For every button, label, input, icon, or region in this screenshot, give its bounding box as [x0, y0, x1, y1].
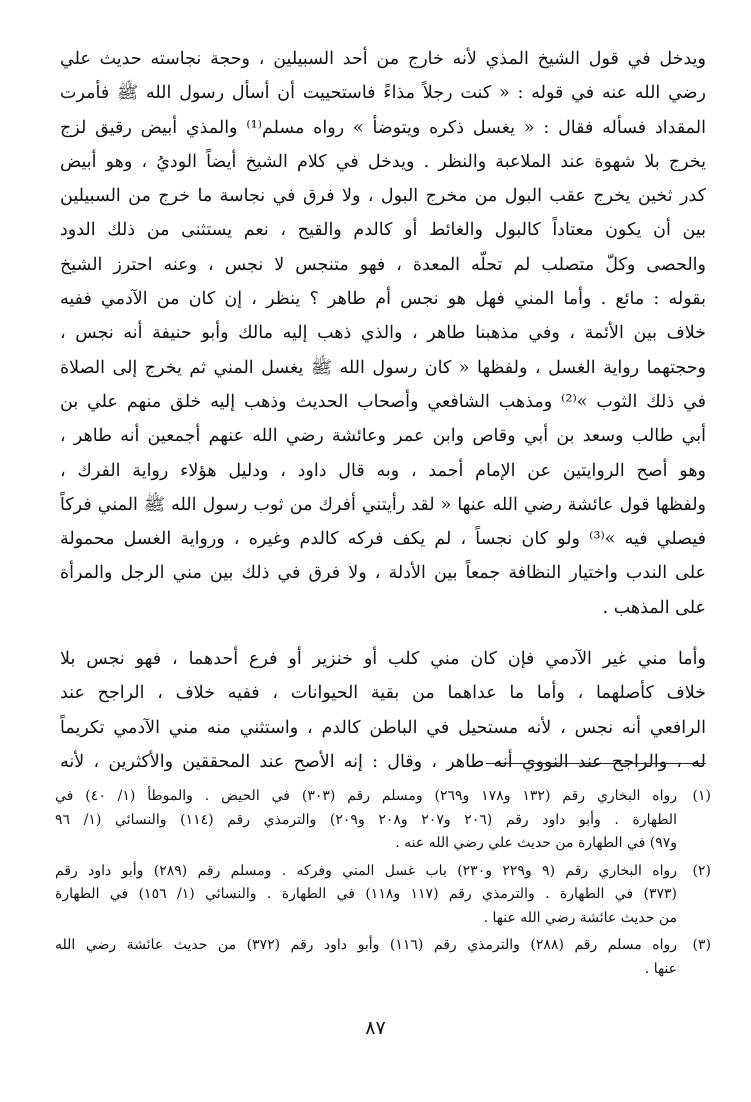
text-line: الرافعي أنه نجس ، لأنه مستحيل في الباطن كالدم ، واستثني منه مني الآدمي تكريماً: [60, 717, 706, 738]
footnote-text: [55, 785, 677, 856]
footnote-line: و٩٧) في الطهارة من حديث علي رضي الله عنه .: [395, 835, 677, 851]
text-line: وحجتهما رواية الغسل ، ولفظها « كان رسول الله ﷺ يغسل المني ثم يخرج إلى الصلاة: [60, 357, 706, 378]
footnote-line: رواه البخاري رقم (٩ و٢٢٩ و٢٣٠) باب غسل المني وفركه . ومسلم رقم (٢٨٩) وأبو داود رقم: [55, 862, 677, 879]
footnote: [55, 785, 711, 856]
text-line: ولفظها قول عائشة رضي الله عنها « لقد رأيتني أفرك من ثوب رسول الله ﷺ المني فركاً: [60, 494, 706, 515]
text-line: وأما مني غير الآدمي فإن كان مني كلب أو خنزير أو فرع أحدهما ، فهو نجس بلا: [60, 649, 706, 670]
footnote-number: (٣): [692, 937, 711, 953]
text-line: كدر ثخين يخرج عقب البول من مخرج البول ، ولا فرق في نجاسة ما خرج من السبيلين: [60, 186, 706, 207]
footnote-line: عنها .: [644, 960, 677, 977]
footnote-text: [55, 860, 677, 931]
text-line: ويدخل في قول الشيخ المذي لأنه خارج من أحد السبيلين ، وحجة نجاسته حديث علي: [60, 49, 706, 69]
text-line: على المذهب .: [602, 597, 706, 618]
footnote-number: (٢): [692, 862, 711, 879]
text-line: فيصلي فيه »⁽³⁾ ولو كان نجساً ، لم يكف فركه كالدم وغيره ، ورواية الغسل محمولة: [60, 529, 706, 550]
text-line: خلاف بين الأئمة ، وفي مذهبنا طاهر ، والذي ذهب إليه مالك وأبو حنيفة أنه نجس ،: [60, 323, 706, 344]
page-number: ٨٧: [365, 1017, 386, 1039]
footnote-line: رواه مسلم رقم (٢٨٨) والترمذي رقم (١١٦) وأبو داود رقم (٣٧٢) من حديث عائشة رضي الله: [55, 937, 677, 953]
text-line: المقداد فسأله فقال : « يغسل ذكره ويتوضأ » رواه مسلم⁽¹⁾ والمذي أبيض رقيق لزج: [60, 117, 706, 138]
text-line: في ذلك الثوب »⁽²⁾ ومذهب الشافعي وأصحاب الحديث وذهب إليه خلق منهم علي بن: [60, 391, 706, 412]
paragraph: [60, 42, 706, 625]
footnote-line: من حديث عائشة رضي الله عنها .: [483, 909, 677, 926]
footnote-text: [55, 934, 677, 981]
text-line: رضي الله عنه في قوله : « كنت رجلاً مذاءً فاستحييت أن أسأل رسول الله ﷺ فأمرت: [60, 83, 706, 104]
text-line: له ، والراجح عند النووي أنه طاهر ، وقال : إنه الأصح عند المحققين والأكثرين ، لأنه: [60, 751, 706, 772]
paragraph: [60, 642, 706, 779]
footnote-number: (١): [692, 788, 711, 804]
text-line: بين أن يكون معتاداً كالبول والغائط أو كالدم والقيح ، نعم يستثنى من ذلك الدود: [60, 220, 706, 241]
footnote-divider: [486, 763, 706, 764]
text-line: وهو أصح الروايتين عن الإمام أحمد ، وبه قال داود ، ودليل هؤلاء رواية الفرك ،: [60, 460, 706, 481]
text-line: على الندب واختيار النظافة جمعاً بين الأدلة ، ولا فرق في ذلك بين مني الرجل والمرأة: [60, 563, 706, 584]
text-line: والحصى وكلّ متصلب لم تحلّه المعدة ، فهو متنجس لا نجس ، وعنه احترز الشيخ: [60, 254, 706, 275]
footnote-line: رواه البخاري رقم (١٣٢ و١٧٨ و٢٦٩) ومسلم رقم (٣٠٣) في الحيض . والموطأ (١/ ٤٠) في: [55, 788, 677, 804]
footnotes: [55, 785, 711, 985]
footnote: [55, 934, 711, 981]
footnote: [55, 860, 711, 931]
footnote-line: (٣٧٣) في الطهارة . والترمذي رقم (١١٧ و١١٨) في الطهارة . والنسائي (١/ ١٥٦) في الطهارة: [55, 886, 677, 902]
footnote-line: الطهارة . وأبو داود رقم (٢٠٦ و٢٠٧ و٢٠٨ و٢٠٩) والترمذي رقم (١١٤) والنسائي (١/ ٩٦: [55, 811, 677, 828]
main-text: [60, 42, 706, 779]
text-line: أبي طالب وسعد بن أبي وقاص وابن عمر وعائشة رضي الله عنهم أجمعين أنه طاهر ،: [60, 426, 706, 447]
text-line: يخرج بلا شهوة عند الملاعبة والنظر . ويدخل في كلام الشيخ أيضاً الوديُ ، وهو أبيض: [60, 151, 706, 172]
text-line: خلاف كأصلهما ، وأما ما عداهما من بقية الحيوانات ، ففيه خلاف ، الراجح عند: [60, 683, 706, 704]
text-line: بقوله : مائع . وأما المني فهل هو نجس أم طاهر ؟ ينظر ، إن كان من الآدمي ففيه: [60, 289, 706, 310]
